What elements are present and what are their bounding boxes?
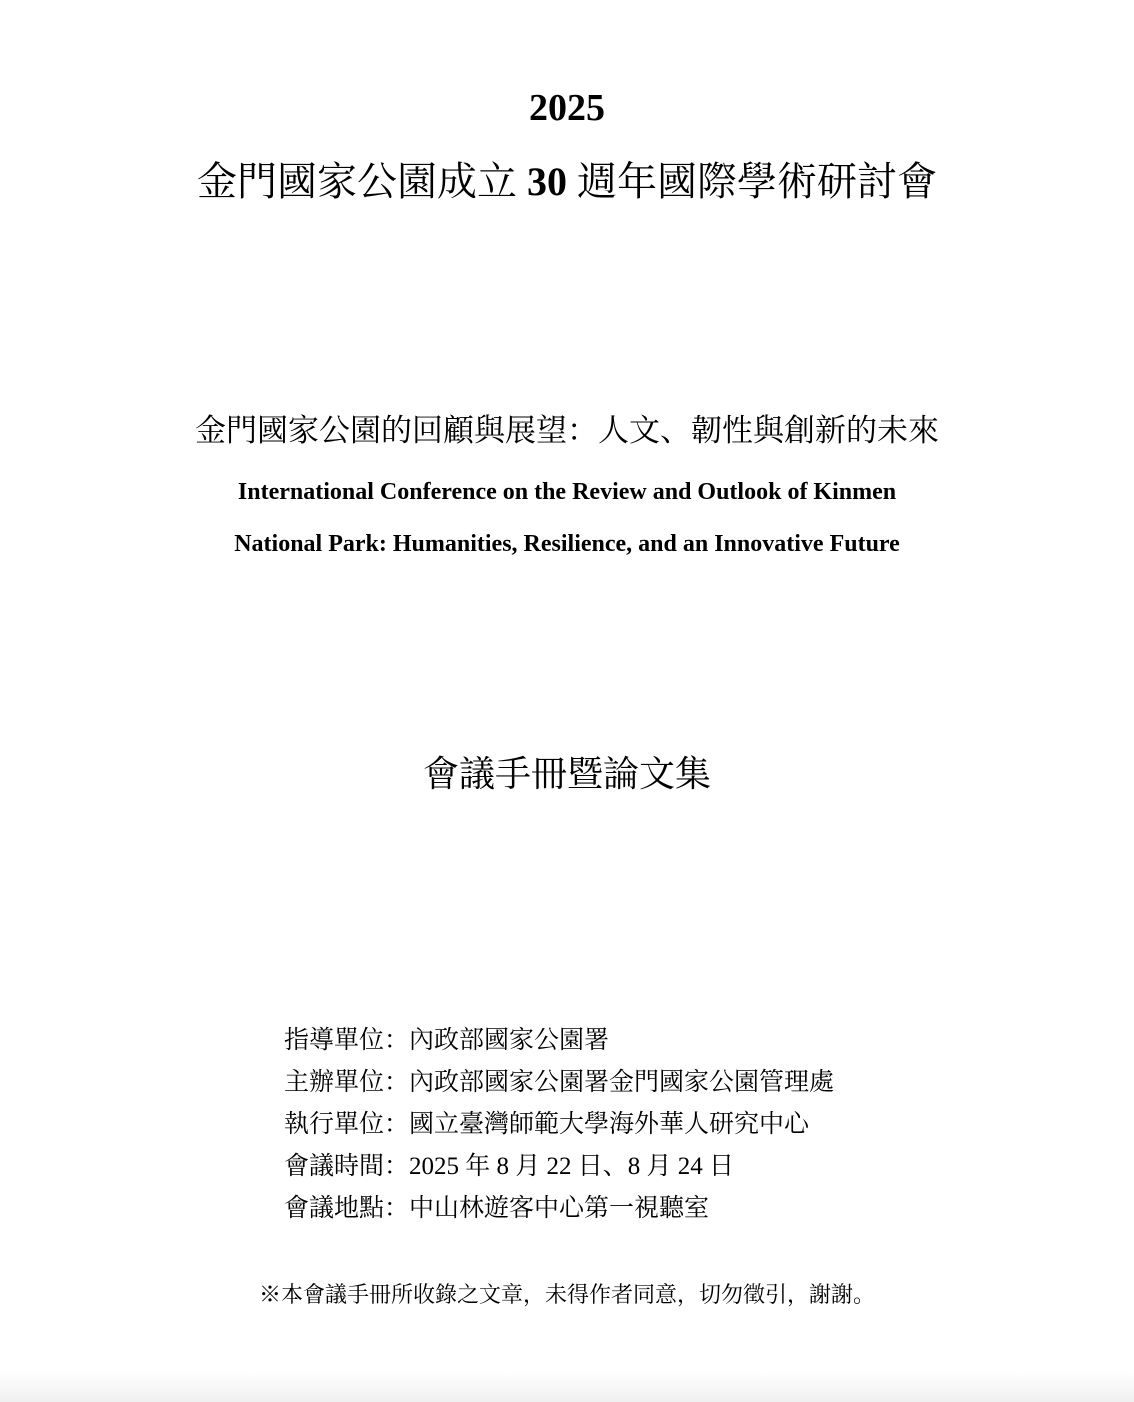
info-value: 2025 年 8 月 22 日、8 月 24 日 xyxy=(409,1153,735,1180)
info-label: 會議地點： xyxy=(284,1195,410,1222)
info-value: 中山林遊客中心第一視聽室 xyxy=(409,1195,710,1222)
info-row-host xyxy=(284,1062,1044,1104)
info-label: 指導單位： xyxy=(284,1027,410,1054)
citation-notice: ※本會議手冊所收錄之文章，未得作者同意，切勿徵引，謝謝。 xyxy=(258,1282,875,1307)
theme-chinese: 金門國家公園的回顧與展望：人文、韌性與創新的未來 xyxy=(195,413,939,448)
info-value: 國立臺灣師範大學海外華人研究中心 xyxy=(409,1111,810,1138)
title-suffix: 週年國際學術研討會 xyxy=(567,159,937,204)
title-number: 30 xyxy=(527,159,567,204)
info-row-executor xyxy=(284,1104,1044,1146)
info-value: 內政部國家公園署金門國家公園管理處 xyxy=(409,1069,835,1096)
info-value: 內政部國家公園署 xyxy=(409,1027,610,1054)
conference-title xyxy=(0,158,1134,206)
theme-english-line-2: National Park: Humanities, Resilience, and an Innovative Future xyxy=(234,531,900,557)
conference-year: 2025 xyxy=(529,87,605,129)
info-label: 主辦單位： xyxy=(284,1069,410,1096)
organizer-info xyxy=(284,1020,1044,1230)
info-row-advisor xyxy=(284,1020,1044,1062)
theme-english-line-1: International Conference on the Review and Outlook of Kinmen xyxy=(237,479,897,505)
info-label: 會議時間： xyxy=(284,1153,410,1180)
title-prefix: 金門國家公園成立 xyxy=(197,159,527,204)
handbook-title: 會議手冊暨論文集 xyxy=(422,754,711,794)
info-row-date xyxy=(284,1146,1044,1188)
info-label: 執行單位： xyxy=(284,1111,410,1138)
info-row-venue xyxy=(284,1188,1044,1230)
